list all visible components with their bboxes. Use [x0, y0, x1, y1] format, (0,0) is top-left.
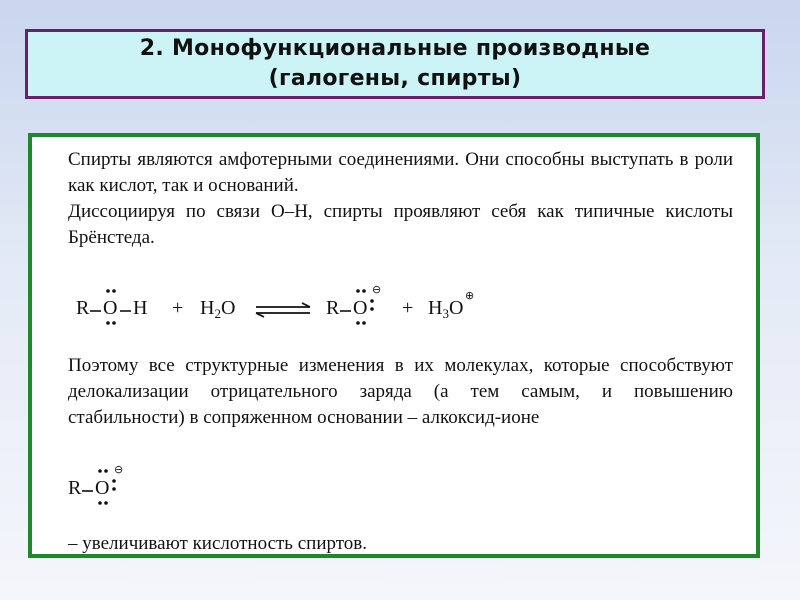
content-box	[28, 133, 760, 558]
title-box	[25, 29, 765, 99]
paragraph-amphoteric: Спирты являются амфотерными соединениями. Они способны выступать в роли как кислот, так и оснований.	[68, 149, 733, 196]
product-alkoxide-o: O	[353, 297, 368, 319]
slide-title-line2: (галогены, спирты)	[268, 66, 522, 91]
equilibrium-arrow-icon	[254, 303, 312, 317]
bond-product-r-o	[340, 309, 352, 313]
positive-charge-icon: ⊕	[465, 289, 475, 302]
paragraph-delocalization: Поэтому все структурные изменения в их молекулах, которые способствуют делокализации отрицательного заряда (а тем самым, и повышению стабильности) в сопряженном основании – алкоксид-ионе	[68, 355, 733, 428]
slide-title-line1: 2. Монофункциональные производные	[139, 36, 651, 61]
product-alkoxide-r: R	[326, 297, 340, 319]
reactant-water: $H_2O$	[200, 297, 236, 321]
product-hydronium: $H_3O$	[428, 297, 464, 321]
negative-charge-icon: ⊖	[372, 283, 382, 296]
bond-r-o	[90, 309, 102, 313]
bond-o-h	[120, 309, 132, 313]
reactant-alcohol-o: O	[103, 297, 118, 319]
lone-pairs-alcohol	[102, 287, 122, 327]
alkoxide-o: O	[95, 477, 110, 499]
alkoxide-negative-charge-icon: ⊖	[114, 463, 124, 476]
alkoxide-r: R	[68, 477, 82, 499]
plus-sign-1: +	[172, 297, 184, 319]
plus-sign-2: +	[402, 297, 414, 319]
reactant-alcohol-h: H	[133, 297, 148, 319]
bond-alkoxide-r-o	[82, 489, 94, 493]
reactant-alcohol-r: R	[76, 297, 90, 319]
paragraph-bronsted: Диссоциируя по связи О–Н, спирты проявляют себя как типичные кислоты Брёнстеда.	[68, 201, 733, 248]
paragraph-conclusion: – увеличивают кислотность спиртов.	[68, 533, 368, 554]
